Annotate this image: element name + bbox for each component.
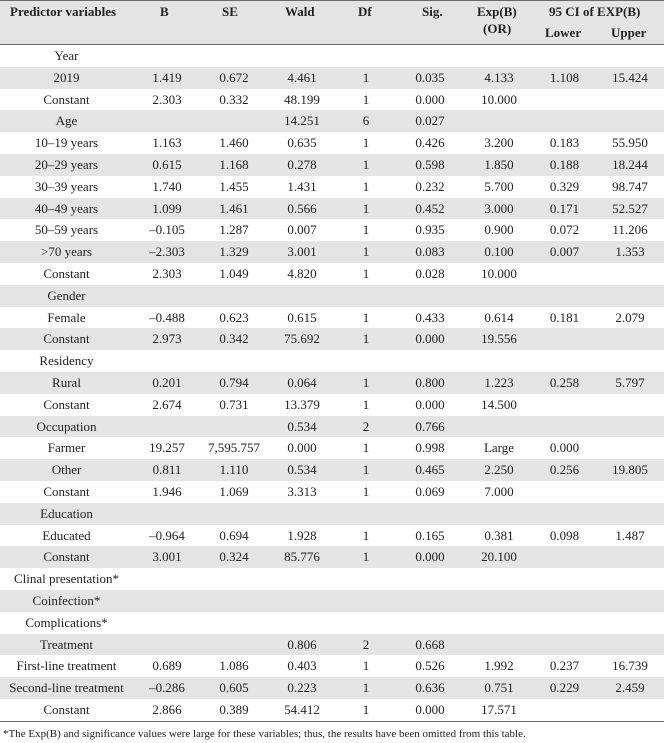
cell-wald: 4.461 — [287, 69, 317, 85]
cell-upper: 18.244 — [612, 156, 648, 172]
cell-df: 1 — [362, 701, 370, 717]
cell-sig: 0.636 — [415, 680, 445, 696]
cell-wald: 0.566 — [287, 200, 317, 216]
row-label: Female — [47, 309, 86, 325]
cell-upper: 5.797 — [615, 374, 645, 390]
table-row — [0, 219, 664, 241]
cell-sig: 0.452 — [415, 200, 445, 216]
cell-lower: 0.229 — [549, 680, 580, 696]
row-label: Rural — [52, 374, 81, 390]
cell-se: 0.605 — [219, 680, 249, 696]
cell-b: 1.419 — [152, 69, 182, 85]
cell-b: –2.303 — [149, 244, 185, 260]
table-row — [0, 198, 664, 220]
table-row — [0, 525, 664, 547]
cell-wald: 85.776 — [284, 549, 320, 565]
cell-se: 0.342 — [219, 331, 249, 347]
cell-sig: 0.668 — [415, 636, 445, 652]
cell-df: 1 — [362, 658, 370, 674]
table-row — [0, 394, 664, 416]
cell-lower: 0.072 — [549, 222, 580, 238]
row-label: Clinal presentation* — [13, 571, 120, 587]
header-df: Df — [358, 4, 372, 19]
header-exp: Exp(B) — [477, 4, 517, 19]
table-row — [0, 416, 664, 438]
table-row — [0, 372, 664, 394]
cell-lower: 0.237 — [549, 658, 580, 674]
cell-exp: 4.133 — [484, 69, 514, 85]
cell-b: 2.973 — [152, 331, 182, 347]
cell-b: 0.615 — [152, 156, 182, 172]
row-label: Age — [55, 113, 78, 129]
cell-sig: 0.800 — [415, 374, 445, 390]
header-upper: Upper — [611, 25, 647, 40]
table-row — [0, 350, 664, 372]
row-label: Other — [51, 462, 82, 478]
cell-sig: 0.027 — [415, 113, 445, 129]
cell-df: 1 — [362, 222, 370, 238]
row-label: 50–59 years — [34, 222, 99, 238]
row-label: Constant — [43, 396, 90, 412]
cell-lower: 0.258 — [549, 374, 580, 390]
cell-upper: 98.747 — [612, 178, 648, 194]
row-label: Farmer — [47, 440, 86, 456]
cell-lower: 0.000 — [549, 440, 580, 456]
cell-wald: 54.412 — [284, 701, 320, 717]
cell-lower: 0.256 — [549, 462, 580, 478]
table-row — [0, 307, 664, 329]
cell-wald: 0.635 — [287, 135, 317, 151]
row-label: Second-line treatment — [9, 680, 124, 696]
row-label: Year — [54, 48, 79, 63]
row-label: Residency — [39, 353, 94, 369]
table-row — [0, 89, 664, 111]
cell-upper: 2.079 — [615, 309, 645, 325]
cell-wald: 0.534 — [287, 418, 317, 434]
cell-exp: 1.850 — [484, 156, 514, 172]
cell-exp: 7.000 — [484, 483, 514, 499]
row-label: >70 years — [40, 244, 92, 260]
cell-se: 1.455 — [219, 178, 249, 194]
table-row — [0, 241, 664, 263]
header-exp-or: (OR) — [483, 21, 512, 36]
cell-lower: 0.181 — [549, 309, 580, 325]
cell-lower: 0.098 — [549, 527, 580, 543]
cell-exp: 19.556 — [481, 331, 517, 347]
cell-b: 0.811 — [152, 462, 182, 478]
cell-df: 2 — [362, 636, 370, 652]
cell-sig: 0.935 — [415, 222, 445, 238]
cell-sig: 0.232 — [415, 178, 445, 194]
cell-se: 1.086 — [219, 658, 249, 674]
row-label: Complications* — [25, 614, 108, 630]
table-row — [0, 459, 664, 481]
cell-se: 1.460 — [219, 135, 249, 151]
header-predictor: Predictor variables — [10, 4, 117, 19]
cell-exp: 14.500 — [481, 396, 517, 412]
table-row — [0, 110, 664, 132]
row-label: Constant — [43, 701, 90, 717]
cell-wald: 0.806 — [287, 636, 317, 652]
cell-se: 0.694 — [219, 527, 249, 543]
cell-wald: 4.820 — [287, 265, 317, 281]
row-label: Constant — [43, 549, 90, 565]
cell-upper: 11.206 — [612, 222, 648, 238]
cell-lower: 0.183 — [549, 135, 580, 151]
cell-b: 0.689 — [152, 658, 182, 674]
cell-wald: 13.379 — [284, 396, 320, 412]
table-row — [0, 263, 664, 285]
cell-se: 0.794 — [219, 374, 249, 390]
cell-se: 0.332 — [219, 91, 249, 107]
table-row — [0, 132, 664, 154]
row-label: Treatment — [40, 636, 93, 652]
cell-sig: 0.426 — [415, 135, 445, 151]
cell-upper: 55.950 — [612, 135, 648, 151]
cell-wald: 48.199 — [284, 91, 320, 107]
cell-exp: 0.614 — [484, 309, 514, 325]
cell-sig: 0.598 — [415, 156, 445, 172]
row-label: Constant — [43, 91, 90, 107]
cell-df: 6 — [362, 113, 370, 129]
cell-exp: 20.100 — [481, 549, 517, 565]
cell-df: 1 — [362, 265, 370, 281]
cell-df: 1 — [362, 91, 370, 107]
cell-df: 1 — [362, 396, 370, 412]
cell-sig: 0.000 — [415, 91, 445, 107]
cell-upper: 1.353 — [615, 244, 645, 260]
header-wald: Wald — [285, 4, 315, 19]
cell-se: 1.049 — [219, 265, 249, 281]
cell-wald: 0.278 — [287, 156, 317, 172]
row-label: Education — [40, 505, 93, 521]
row-label: 40–49 years — [34, 200, 99, 216]
table-row — [0, 481, 664, 503]
row-label: Educated — [42, 527, 91, 543]
cell-wald: 0.403 — [287, 658, 317, 674]
cell-exp: 0.751 — [484, 680, 514, 696]
cell-b: 1.946 — [152, 483, 182, 499]
cell-b: 2.303 — [152, 265, 182, 281]
cell-b: 1.099 — [152, 200, 182, 216]
cell-b: 19.257 — [149, 440, 185, 456]
row-label: Constant — [43, 265, 90, 281]
cell-se: 0.389 — [219, 701, 249, 717]
cell-se: 1.329 — [219, 244, 249, 260]
cell-b: 2.866 — [152, 701, 182, 717]
cell-b: –0.488 — [149, 309, 185, 325]
footnote: *The Exp(B) and significance values were large for these variables; thus, the results have been omitted from this table. — [3, 727, 526, 740]
cell-se: 1.110 — [219, 462, 249, 478]
cell-upper: 15.424 — [612, 69, 648, 85]
cell-b: 2.674 — [152, 396, 182, 412]
cell-upper: 2.459 — [615, 680, 645, 696]
cell-sig: 0.000 — [415, 701, 445, 717]
cell-se: 1.069 — [219, 483, 249, 499]
cell-df: 1 — [362, 549, 370, 565]
cell-se: 7,595.757 — [208, 440, 260, 456]
cell-wald: 1.431 — [287, 178, 317, 194]
cell-sig: 0.433 — [415, 309, 445, 325]
cell-exp: 3.200 — [484, 135, 514, 151]
cell-df: 1 — [362, 374, 370, 390]
cell-df: 1 — [362, 680, 370, 696]
cell-wald: 0.007 — [287, 222, 317, 238]
row-label: Coinfection* — [32, 592, 101, 608]
cell-b: 3.001 — [152, 549, 182, 565]
cell-sig: 0.000 — [415, 331, 445, 347]
cell-wald: 0.064 — [287, 374, 317, 390]
cell-sig: 0.165 — [415, 527, 445, 543]
cell-lower: 1.108 — [549, 69, 580, 85]
cell-exp: 5.700 — [484, 178, 514, 194]
cell-b: –0.286 — [149, 680, 185, 696]
cell-b: 1.163 — [152, 135, 182, 151]
cell-b: –0.964 — [149, 527, 185, 543]
cell-df: 1 — [362, 527, 370, 543]
table-row — [0, 45, 664, 67]
cell-sig: 0.526 — [415, 658, 445, 674]
cell-sig: 0.069 — [415, 483, 445, 499]
cell-exp: 0.100 — [484, 244, 514, 260]
header-lower: Lower — [545, 25, 582, 40]
cell-df: 1 — [362, 440, 370, 456]
table-row — [0, 655, 664, 677]
cell-df: 1 — [362, 200, 370, 216]
table-row — [0, 612, 664, 634]
table-row — [0, 677, 664, 699]
cell-b: 0.201 — [152, 374, 182, 390]
cell-df: 1 — [362, 69, 370, 85]
cell-sig: 0.000 — [415, 396, 445, 412]
cell-se: 0.623 — [219, 309, 249, 325]
row-label: 20–29 years — [34, 156, 99, 172]
cell-lower: 0.188 — [549, 156, 580, 172]
cell-wald: 3.313 — [287, 483, 317, 499]
table-row — [0, 503, 664, 525]
cell-se: 1.287 — [219, 222, 249, 238]
cell-exp: 1.992 — [484, 658, 514, 674]
table-row — [0, 546, 664, 568]
table-row — [0, 328, 664, 350]
cell-wald: 75.692 — [284, 331, 320, 347]
cell-sig: 0.465 — [415, 462, 445, 478]
cell-lower: 0.329 — [549, 178, 580, 194]
cell-df: 1 — [362, 135, 370, 151]
cell-exp: 0.381 — [484, 527, 514, 543]
row-label: 10–19 years — [34, 135, 99, 151]
table-row — [0, 634, 664, 656]
cell-df: 1 — [362, 331, 370, 347]
cell-wald: 14.251 — [284, 113, 320, 129]
cell-df: 1 — [362, 244, 370, 260]
row-label: First-line treatment — [16, 658, 117, 674]
cell-df: 1 — [362, 462, 370, 478]
row-label: Constant — [43, 483, 90, 499]
cell-sig: 0.028 — [415, 265, 445, 281]
cell-lower: 0.007 — [549, 244, 580, 260]
cell-exp: 17.571 — [481, 701, 517, 717]
row-label: 30–39 years — [34, 178, 99, 194]
row-label: 2019 — [53, 69, 80, 85]
cell-df: 1 — [362, 178, 370, 194]
cell-df: 1 — [362, 483, 370, 499]
table-row — [0, 154, 664, 176]
cell-exp: 2.250 — [484, 462, 514, 478]
table-row — [0, 699, 664, 721]
cell-sig: 0.035 — [415, 69, 445, 85]
header-sig: Sig. — [422, 4, 443, 19]
table-header — [0, 0, 664, 45]
cell-upper: 19.805 — [612, 462, 648, 478]
cell-sig: 0.000 — [415, 549, 445, 565]
table-row — [0, 67, 664, 89]
cell-df: 1 — [362, 309, 370, 325]
table-row — [0, 568, 664, 590]
cell-b: 2.303 — [152, 91, 182, 107]
table-row — [0, 437, 664, 459]
cell-sig: 0.083 — [415, 244, 445, 260]
cell-exp: Large — [483, 440, 515, 456]
header-ci: 95 CI of EXP(B) — [549, 4, 641, 19]
cell-exp: 10.000 — [481, 91, 517, 107]
row-label: Occupation — [36, 418, 97, 434]
table-row — [0, 590, 664, 612]
cell-wald: 1.928 — [287, 527, 317, 543]
cell-wald: 0.000 — [287, 440, 317, 456]
cell-lower: 0.171 — [549, 200, 580, 216]
cell-df: 2 — [362, 418, 370, 434]
cell-df: 1 — [362, 156, 370, 172]
table-body — [0, 45, 664, 721]
cell-se: 0.672 — [219, 69, 249, 85]
cell-sig: 0.998 — [415, 440, 445, 456]
cell-se: 0.324 — [219, 549, 249, 565]
cell-wald: 3.001 — [287, 244, 317, 260]
row-label: Constant — [43, 331, 90, 347]
cell-se: 1.168 — [219, 156, 249, 172]
header-b: B — [160, 4, 169, 19]
cell-exp: 3.000 — [484, 200, 514, 216]
cell-upper: 1.487 — [615, 527, 645, 543]
row-label: Gender — [47, 287, 86, 303]
cell-upper: 52.527 — [612, 200, 648, 216]
cell-se: 0.731 — [219, 396, 249, 412]
cell-b: –0.105 — [149, 222, 185, 238]
cell-wald: 0.223 — [287, 680, 317, 696]
cell-upper: 16.739 — [612, 658, 648, 674]
cell-wald: 0.615 — [287, 309, 317, 325]
cell-b: 1.740 — [152, 178, 182, 194]
cell-exp: 0.900 — [484, 222, 514, 238]
table-row — [0, 285, 664, 307]
cell-exp: 10.000 — [481, 265, 517, 281]
table-row — [0, 176, 664, 198]
cell-wald: 0.534 — [287, 462, 317, 478]
cell-se: 1.461 — [219, 200, 249, 216]
cell-exp: 1.223 — [484, 374, 514, 390]
header-se: SE — [222, 4, 238, 19]
cell-sig: 0.766 — [415, 418, 445, 434]
